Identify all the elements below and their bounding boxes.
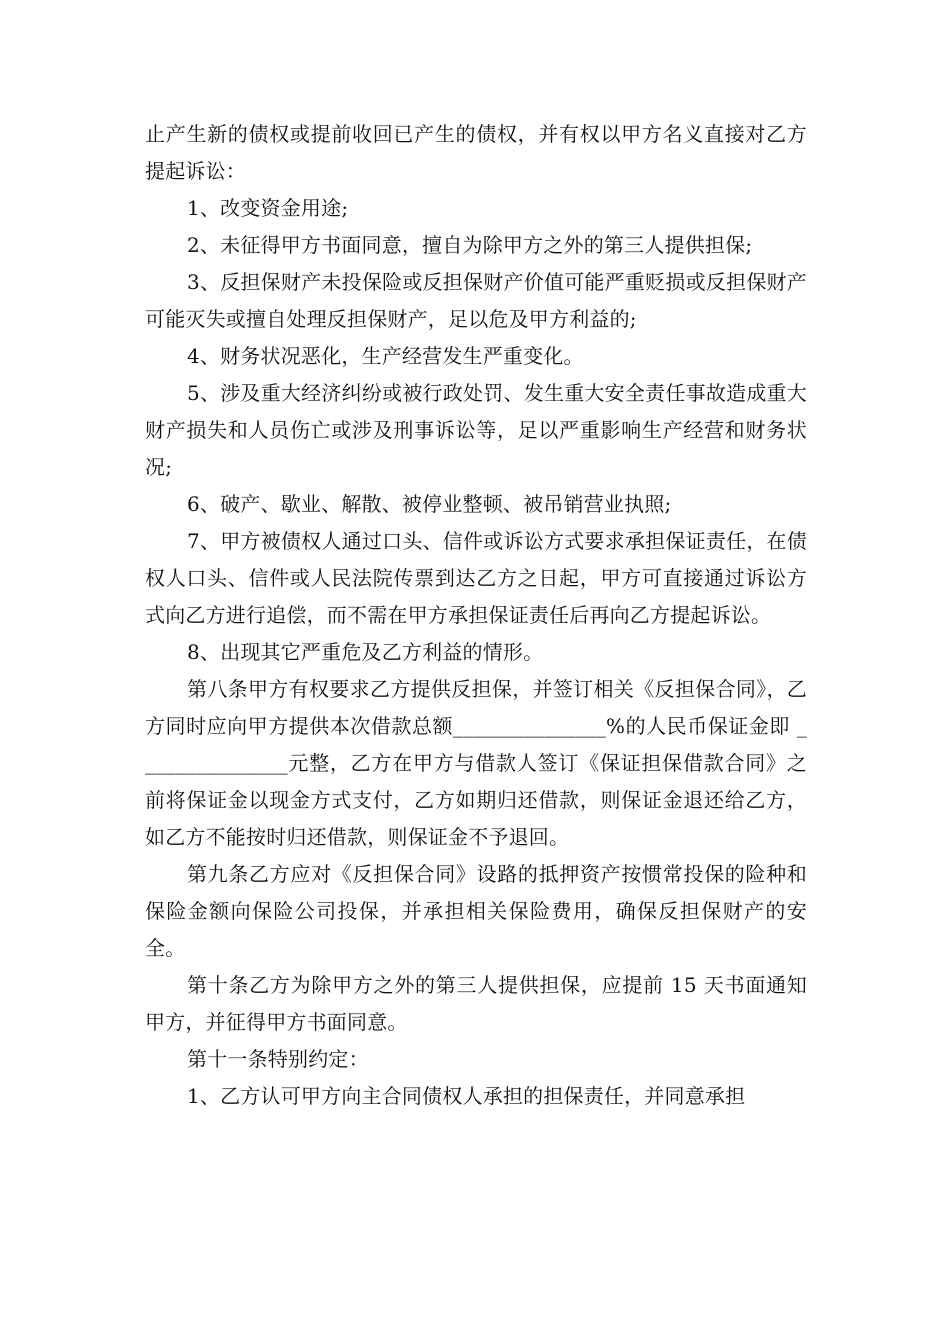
document-body bbox=[145, 116, 807, 1115]
special-clause-1: 1、乙方认可甲方向主合同债权人承担的担保责任，并同意承担 bbox=[187, 1084, 746, 1108]
paragraph-1: 止产生新的债权或提前收回已产生的债权，并有权以甲方名义直接对乙方提起诉讼： bbox=[145, 122, 807, 183]
list-item-5: 5、涉及重大经济纠纷或被行政处罚、发生重大安全责任事故造成重大财产损失和人员伤亡或涉及刑事诉讼等，足以严重影响生产经营和财务状况; bbox=[145, 381, 807, 479]
list-item-8: 8、出现其它严重危及乙方利益的情形。 bbox=[187, 640, 544, 664]
list-item-1: 1、改变资金用途; bbox=[187, 196, 349, 220]
list-item-4: 4、财务状况恶化，生产经营发生严重变化。 bbox=[187, 344, 584, 368]
article-9: 第九条乙方应对《反担保合同》设路的抵押资产按惯常投保的险种和保险金额向保险公司投保，并承担相关保险费用，确保反担保财产的安全。 bbox=[145, 862, 807, 960]
article-8: 第八条甲方有权要求乙方提供反担保，并签订相关《反担保合同》，乙方同时应向甲方提供本次借款总额_______________%的人民币保证金即 _______________元整，乙方在甲方与借款人签订《保证担保借款合同》之前将保证金以现金方式支付，乙方如期归还借款，则保证金退还给乙方，如乙方不能按时归还借款，则保证金不予退回。 bbox=[145, 677, 807, 849]
list-item-7: 7、甲方被债权人通过口头、信件或诉讼方式要求承担保证责任，在债权人口头、信件或人民法院传票到达乙方之日起，甲方可直接通过诉讼方式向乙方进行追偿，而不需在甲方承担保证责任后再向乙方提起诉讼。 bbox=[145, 529, 807, 627]
list-item-2: 2、未征得甲方书面同意，擅自为除甲方之外的第三人提供担保; bbox=[187, 233, 753, 257]
list-item-6: 6、破产、歇业、解散、被停业整顿、被吊销营业执照; bbox=[187, 492, 672, 516]
article-10: 第十条乙方为除甲方之外的第三人提供担保，应提前 15 天书面通知甲方，并征得甲方书面同意。 bbox=[145, 973, 807, 1034]
list-item-3: 3、反担保财产未投保险或反担保财产价值可能严重贬损或反担保财产可能灭失或擅自处理反担保财产，足以危及甲方利益的; bbox=[145, 270, 807, 331]
article-11-heading: 第十一条特别约定： bbox=[187, 1047, 369, 1071]
